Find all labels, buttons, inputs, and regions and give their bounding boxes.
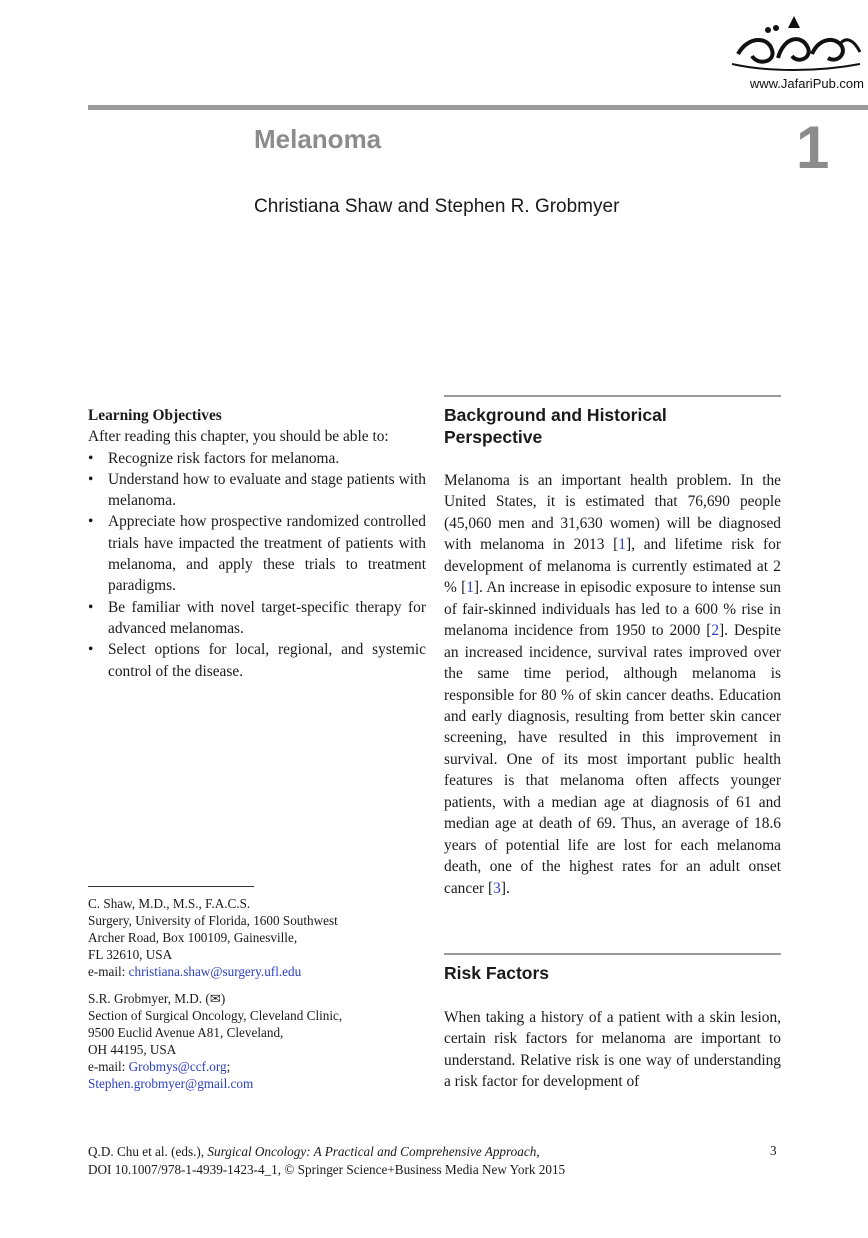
affiliation-shaw	[88, 895, 418, 980]
footer-line: Q.D. Chu et al. (eds.), Surgical Oncology: A Practical and Comprehensive Approach,	[88, 1144, 540, 1159]
affiliation-line: Surgery, University of Florida, 1600 Southwest	[88, 913, 338, 928]
objective-item: • Select options for local, regional, and systemic control of the disease.	[88, 641, 426, 680]
risk-factors-paragraph: When taking a history of a patient with a skin lesion, certain risk factors for melanoma are important to understand. Relative risk is one way of understanding a risk factor for development of	[444, 1009, 781, 1091]
affiliation-email-row: e-mail: christiana.shaw@surgery.ufl.edu	[88, 964, 302, 979]
citation-link[interactable]: 1	[618, 536, 626, 554]
citation-footer	[88, 1143, 688, 1179]
publisher-logo	[728, 6, 864, 96]
bullet-icon: •	[88, 598, 94, 616]
objective-item: • Appreciate how prospective randomized controlled trials have impacted the treatment of patients with melanoma, and apply these trials to treatment paradigms.	[88, 513, 426, 595]
affiliation-line: 9500 Euclid Avenue A81, Cleveland,	[88, 1025, 284, 1040]
affiliation-email-row	[88, 1075, 418, 1092]
affiliation-line: OH 44195, USA	[88, 1042, 177, 1057]
affiliation-email-row: e-mail: Grobmys@ccf.org;	[88, 1059, 231, 1074]
top-rule	[88, 105, 868, 110]
bullet-icon: •	[88, 470, 94, 488]
email-link[interactable]: christiana.shaw@surgery.ufl.edu	[128, 964, 302, 979]
section-rule	[444, 395, 781, 397]
section-heading-background: Background and Historical Perspective	[444, 405, 667, 447]
email-link-2[interactable]: Stephen.grobmyer@gmail.com	[88, 1076, 254, 1091]
objective-item: • Be familiar with novel target-specific therapy for advanced melanomas.	[88, 598, 426, 637]
bullet-icon: •	[88, 449, 94, 467]
email-link[interactable]: Grobmys@ccf.org	[128, 1059, 227, 1074]
chapter-authors: Christiana Shaw and Stephen R. Grobmyer	[254, 196, 620, 217]
chapter-number: 1	[796, 114, 830, 181]
learning-objectives	[88, 405, 426, 682]
calligraphy-logo-icon	[728, 6, 864, 76]
footer-doi: DOI 10.1007/978-1-4939-1423-4_1, © Springer Science+Business Media New York 2015	[88, 1162, 566, 1177]
objectives-intro: After reading this chapter, you should be able to:	[88, 428, 389, 446]
affiliation-grobmyer	[88, 990, 418, 1092]
section-rule	[444, 953, 781, 955]
bullet-icon: •	[88, 641, 94, 659]
affiliation-name: S.R. Grobmyer, M.D. (✉)	[88, 991, 226, 1006]
background-paragraph: Melanoma is an important health problem. In the United States, it is estimated that 76,690 people (45,060 men and 31,630 women) will be diagnosed with melanoma in 2013 [1], and lifetime risk for development of melanoma is currently estimated at 2 % [1]. An increase in episodic exposure to intense sun of fair-skinned individuals has led to a 600 % rise in melanoma incidence from 1950 to 2000 [2]. Despite an increased incidence, survival rates improved over the same time period, although melanoma is responsible for 80 % of skin cancer deaths. Education and early diagnosis, resulting from better skin cancer screening, have resulted in this improvement in survival. One of its most important public health features is that melanoma often affects younger patients, with a median age at diagnosis of 61 and median age at death of 69. Thus, an average of 18.6 years of potential life are lost for each melanoma death, one of the highest rates for an adult onset cancer [3].	[444, 472, 782, 897]
citation-link[interactable]: 2	[711, 622, 720, 640]
section-heading-risk-factors: Risk Factors	[444, 963, 550, 983]
bullet-icon: •	[88, 513, 94, 531]
affiliation-line: FL 32610, USA	[88, 947, 173, 962]
logo-url[interactable]: www.JafariPub.com	[749, 76, 864, 91]
footnote-rule	[88, 886, 254, 887]
objectives-list	[88, 448, 426, 682]
citation-link[interactable]: 1	[466, 579, 474, 597]
objectives-title: Learning Objectives	[88, 407, 222, 424]
objective-item: • Recognize risk factors for melanoma.	[88, 448, 426, 469]
page-number: 3	[770, 1143, 777, 1158]
objective-item: • Understand how to evaluate and stage patients with melanoma.	[88, 470, 426, 510]
affiliation-line: Archer Road, Box 100109, Gainesville,	[88, 930, 298, 945]
chapter-title: Melanoma	[254, 124, 382, 154]
citation-link[interactable]: 3	[493, 879, 501, 897]
affiliation-name: C. Shaw, M.D., M.S., F.A.C.S.	[88, 896, 251, 911]
book-title: Surgical Oncology: A Practical and Comprehensive Approach	[207, 1144, 537, 1159]
affiliation-line: Section of Surgical Oncology, Cleveland Clinic,	[88, 1008, 343, 1023]
